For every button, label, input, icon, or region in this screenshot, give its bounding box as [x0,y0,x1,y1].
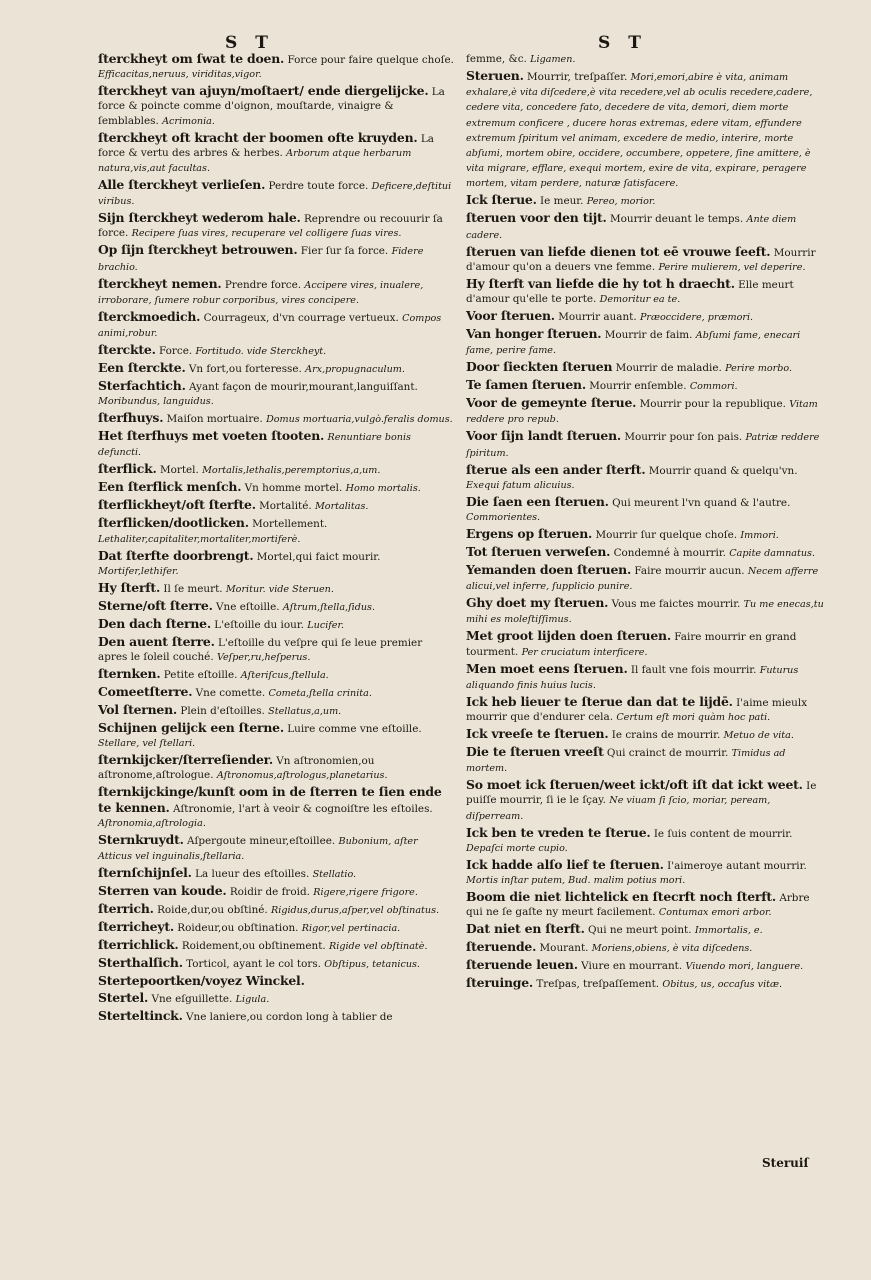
entry-headword: ſterckheyt van ajuyn/moſtaert/ ende diergelijcke. [98,83,429,99]
entry-headword: Sterren van koude. [98,883,227,899]
entry-french: Force pour faire quelque choſe. [287,54,454,66]
entry-headword: Boom die niet lichtelick en ſtecrft noch ſterft. [466,889,777,905]
entry-french: Force. [159,345,193,358]
dictionary-entry [98,243,454,274]
entry-latin: Obitus, us, occaſus vitæ. [662,979,783,991]
dictionary-entry [466,563,824,594]
entry-french: Roideur,ou obſtination. [177,922,299,935]
entry-headword: Ghy doet my ſteruen. [466,595,609,611]
entry-headword: ſterfhuys. [98,410,164,426]
entry-headword: Sterne/oft ſterre. [98,597,213,613]
dictionary-entry [466,662,824,693]
dictionary-entry [466,495,824,525]
dictionary-entry [466,360,824,376]
dictionary-entry [98,379,454,409]
entry-headword: ſterckheyt om ſwat te doen. [98,51,285,66]
entry-headword: Dat ſterfte doorbrengt. [98,547,254,563]
entry-french: Petite eſtoille. [163,669,238,682]
dictionary-entry [98,635,454,665]
entry-french: Ie crains de mourrir. [611,729,721,742]
entry-headword: ſterrichlick. [98,937,179,953]
dictionary-entry [466,69,824,192]
entry-french: Mourant. [539,942,589,955]
dictionary-entry [466,429,824,460]
dictionary-entry [98,667,454,683]
entry-latin: Fidere brachio. [98,246,424,273]
entry-headword: Comeetſterre. [98,684,193,700]
entry-headword: ſterckheyt oft kracht der boomen ofte kruyden. [98,129,418,145]
dictionary-entry [98,498,454,514]
entry-french: La force & vertu des arbres & herbes. [98,132,434,159]
entry-french: Roide,dur,ou obſtiné. [157,904,268,917]
dictionary-entry [98,685,454,701]
entry-headword: ſteruinge. [466,975,534,991]
entry-latin: Stellatio. [312,869,357,881]
dictionary-entry [98,131,454,177]
dictionary-entry [466,976,824,992]
entry-headword: ſterrich. [98,901,154,917]
entry-latin: Domus mortuaria,vulgò.feralis domus. [266,414,453,426]
entry-french: Vn aſtronomien,ou aſtronome,aſtrologue. [98,755,375,782]
entry-latin: Immortalis, e. [694,925,763,937]
entry-latin: Fortitudo. vide Sterckheyt. [195,346,327,358]
dictionary-entry [98,599,454,615]
entry-french: Il fault vne fois mourrir. [630,663,757,676]
entry-latin: Tu me enecas,tu mihi es moleſtiſſimus. [466,599,824,626]
entry-headword: Sternkruydt. [98,831,184,847]
entry-latin: Homo mortalis. [345,483,421,495]
entry-french: Ayant façon de mourir,mourant,languiſſant. [189,381,418,394]
entry-headword: Een ſterckte. [98,360,186,376]
entry-latin: Abſumi fame, enecari fame, perire fame. [466,330,801,357]
entry-latin: Aſtronomia,aſtrologia. [98,817,206,829]
entry-latin: Compos animi,robur. [98,312,442,340]
entry-french: Fier ſur ſa force. [300,245,389,258]
entry-headword: Voor ſteruen. [466,308,555,324]
dictionary-entry [466,277,824,307]
entry-latin: Patriæ reddere ſpiritum. [466,432,820,459]
dictionary-entry [466,211,824,242]
dictionary-entry [466,378,824,394]
entry-french: Vne laniere,ou cordon long à tablier de [186,1011,393,1024]
entry-headword: Ick vreeſe te ſteruen. [466,726,609,742]
dictionary-entry [98,721,454,751]
dictionary-entry [466,309,824,325]
dictionary-entry [98,52,454,82]
entry-french: Qui crainct de mourrir. [606,747,729,760]
entry-headword: Hy ſterft. [98,579,161,595]
dictionary-entry [466,890,824,920]
entry-french: Arbre qui ne ſe gaſte ny meurt facilement. [466,892,810,919]
dictionary-entry [98,866,454,882]
page-header-right: S T [598,33,647,53]
dictionary-entry [466,958,824,974]
entry-latin: Vitam reddere pro repub. [466,399,818,426]
entry-french: I'aime mieulx mourrir que d'endurer cela. [466,696,808,724]
dictionary-entry [466,245,824,275]
entry-french: Vous me faictes mourrir. [611,598,741,611]
entry-headword: Schijnen gelijck een ſterne. [98,720,284,736]
entry-latin: Immori. [740,530,779,542]
entry-french: Faire mourrir en grand tourment. [466,631,797,658]
entry-french: Condemné à mourrir. [613,547,726,560]
entry-headword: ſterckte. [98,342,156,358]
entry-french: Mourrir auant. [558,311,637,324]
entry-latin: Metuo de vita. [723,730,794,742]
entry-latin: Pereo, morior. [586,196,656,208]
entry-latin: Ante diem cadere. [466,214,797,241]
dictionary-entry [98,84,454,129]
entry-latin: Lucifer. [307,619,345,631]
entry-french: Ie puiſſe mourrir, ſi ie le ſçay. [466,780,817,807]
entry-latin: Commori. [689,381,738,393]
page-header-left: S T [225,33,274,53]
entry-french: Mortel,qui faict mourir. [256,550,381,563]
entry-headword: Het ſterfhuys met voeten ſtooten. [98,428,325,444]
entry-french: Plein d'eſtoilles. [180,705,265,718]
entry-french: Roidir de froid. [229,886,310,899]
entry-headword: Op ſijn ſterckheyt betrouwen. [98,242,298,258]
entry-headword: Een ſterflick menſch. [98,479,242,495]
dictionary-entry [466,858,824,888]
dictionary-entry [98,974,454,989]
dictionary-entry [98,938,454,954]
entry-headword: Ick hadde alſo lief te ſteruen. [466,856,664,872]
entry-latin: Moritur. vide Steruen. [225,583,334,595]
dictionary-entry [98,310,454,341]
entry-latin: Certum eſt mori quàm hoc pati. [616,712,771,724]
entry-latin: Cometa,ſtella crinita. [268,688,372,700]
entry-french: Mourrir pour la republique. [639,398,786,411]
entry-latin: Capite damnatus. [729,548,816,560]
entry-french: Qui meurent l'vn quand & l'autre. [612,496,791,509]
entry-headword: Sterthalſich. [98,955,183,971]
entry-french: Mortel. [159,464,199,477]
dictionary-entry [98,480,454,496]
entry-latin: Timidus ad mortem. [466,748,786,775]
entry-latin: Efficacitas,neruus, viriditas,vigor. [98,69,262,81]
dictionary-entry [466,596,824,627]
entry-latin: Ne viuam ſi ſcio, moriar, peream, diſperream. [466,795,771,822]
entry-latin: Obſtipus, tetanicus. [324,959,420,971]
entry-french: Mourrir de faim. [604,329,693,342]
dictionary-entry [98,884,454,900]
dictionary-entry [466,922,824,938]
entry-headword: Sterfachtich. [98,378,186,394]
entry-latin: Moriens,obiens, è vita diſcedens. [591,943,753,955]
entry-latin: Viuendo mori, languere. [685,961,804,973]
dictionary-entry [98,549,454,579]
entry-french: Vne comette. [195,687,266,700]
dictionary-entry [98,411,454,427]
dictionary-entry [466,52,824,67]
dictionary-entry [98,1009,454,1024]
entry-french: La lueur des eſtoilles. [195,868,310,881]
entry-french: Qui ne meurt point. [588,924,692,937]
dictionary-entry [466,745,824,776]
entry-headword: Dat niet en ſterft. [466,921,585,937]
entry-french: Elle meurt d'amour qu'elle te porte. [466,278,794,306]
dictionary-entry [98,703,454,719]
entry-latin: Arx,propugnaculum. [305,364,405,376]
entry-french: Faire mourrir aucun. [634,565,745,578]
entry-french: Aſtronomie, l'art à veoir & cognoiſtre les eſtoiles. [172,802,433,815]
dictionary-entry [98,617,454,633]
entry-latin: Acrimonia. [162,115,215,127]
entry-headword: Men moet eens ſteruen. [466,660,628,676]
dictionary-entry [466,193,824,209]
dictionary-entry [98,516,454,546]
left-column [98,52,454,1026]
entry-headword: ſteruen van liefde dienen tot eē vrouwe ſeeft. [466,243,771,259]
entry-latin: Depaſci morte cupio. [466,842,568,854]
entry-french: Mortellement. [252,518,328,531]
entry-headword: Tot ſteruen verweſen. [466,544,611,560]
dictionary-entry [466,629,824,659]
entry-latin: Mortifer,lethifer. [98,565,179,577]
right-column [466,52,824,994]
entry-headword: Ick heb lieuer te ſterue dan dat te lijdē. [466,693,733,709]
entry-headword: ſteruende. [466,939,537,955]
entry-french: Treſpas, treſpaſſement. [536,978,660,991]
entry-french: Prendre force. [224,278,302,291]
dictionary-entry [98,178,454,209]
entry-headword: ſternkijckinge/kunſt oom in de ſterren te ſien ende te kennen. [98,784,442,815]
dictionary-entry [466,463,824,493]
entry-french: Ie ſuis content de mourrir. [653,827,793,840]
dictionary-entry [98,902,454,918]
entry-headword: Hy ſterft van liefde die hy tot h draecht. [466,275,735,291]
dictionary-entry [98,785,454,831]
entry-french: Luire comme vne eſtoille. [287,723,422,736]
entry-french: Reprendre ou recouurir ſa force. [98,213,443,240]
entry-headword: Alle ſterckheyt verlieſen. [98,177,266,193]
entry-latin: Exequi fatum alicuius. [466,479,575,491]
entry-french: Mourrir enſemble. [589,380,687,393]
entry-french: Courrageux, d'vn courrage vertueux. [203,311,399,324]
dictionary-entry [98,581,454,597]
entry-headword: So moet ick ſteruen/weet ickt/oft iſt dat ickt weet. [466,777,803,793]
dictionary-entry [98,833,454,864]
dictionary-entry [98,462,454,478]
dictionary-entry [466,327,824,358]
entry-french: Aſpergoute mineur,eſtoillee. [187,834,336,847]
entry-latin: Necem afferre alicui,vel inferre, ſupplicio punire. [466,566,819,593]
entry-french: Perdre toute force. [268,180,369,193]
entry-headword: Voor ſijn landt ſteruen. [466,428,622,444]
entry-headword: Den auent ſterre. [98,633,215,649]
entry-french: L'eſtoille du iour. [214,618,304,631]
entry-french: Mourrir d'amour qu'on a deuers vne femme. [466,246,816,273]
entry-latin: Rigidus,durus,aſper,vel obſtinatus. [271,905,440,917]
entry-french: Mourrir pour ſon pais. [624,431,743,444]
dictionary-entry [98,429,454,460]
entry-latin: Perire morbo. [725,363,793,375]
dictionary-entry [466,545,824,561]
entry-headword: Yemanden doen ſteruen. [466,562,632,578]
entry-headword: ſterricheyt. [98,919,174,935]
dictionary-entry [466,727,824,743]
dictionary-entry [466,940,824,956]
entry-headword: Den dach ſterne. [98,615,211,631]
entry-french: Vn homme mortel. [244,482,343,495]
entry-latin: Mortis inſtar putem, Bud. malim potius mori. [466,875,686,887]
entry-french: Mortalité. [259,500,312,513]
entry-latin: Moribundus, languidus. [98,396,214,408]
entry-headword: ſterckheyt nemen. [98,275,222,291]
entry-french: Mourrir de maladie. [615,362,722,375]
entry-french: La force & poincte comme d'oignon, mouſtarde, vinaigre & ſemblables. [98,86,445,127]
entry-latin: Deficere,deſtitui viribus. [98,181,452,208]
entry-latin: Per cruciatum interficere. [521,646,648,658]
entry-french: Viure en mourrant. [581,960,683,973]
entry-french: Mourrir deuant le temps. [609,213,744,226]
entry-latin: Futurus aliquando finis huius lucis. [466,664,799,691]
entry-headword: ſterue als een ander ſterft. [466,461,646,477]
dictionary-entry [98,991,454,1007]
entry-latin: Rigor,vel pertinacia. [301,923,401,935]
dictionary-entry [466,396,824,427]
entry-latin: Mori,emori,abire è vita, animam exhalare,è vita diſcedere,è vita recedere,vel ab oculis recedere,cadere, cedere vita, concedere fato, decedere de vita, demori, diem morte extremum conficere , ducere horas extremas, edere vitam, effundere extremum ſpiritum vel animam, excedere de medio, interire, morte abſumi, mortem obire, occidere, occumbere, oppetere, ſine amittere, è vita migrare, efflare, exequi mortem, exire de vita, expirare, peragere mortem, vitam perdere, naturæ ſatisfacere. [466,72,813,190]
entry-latin: Renuntiare bonis defuncti. [98,432,411,459]
entry-headword: Sijn ſterckheyt wederom hale. [98,210,301,226]
entry-latin: Rigere,rigere frigore. [313,887,418,899]
entry-headword: ſternken. [98,666,161,682]
entry-headword: Vol ſternen. [98,702,178,718]
entry-headword: Ick ben te vreden te ſterue. [466,824,651,840]
dictionary-entry [466,695,824,725]
entry-headword: ſternſchijnſel. [98,865,192,881]
entry-latin: Stellatus,a,um. [268,706,342,718]
entry-latin: Mortalitas. [314,501,369,513]
entry-latin: Lethaliter,capitaliter,mortaliter,mortiferè. [98,533,301,545]
entry-headword: Die ſaen een ſteruen. [466,493,609,509]
entry-french: Torticol, ayant le col tors. [186,958,321,971]
entry-french: Il ſe meurt. [163,582,223,595]
entry-latin: Commorientes. [466,512,541,524]
entry-headword: Sterteltinck. [98,1008,183,1024]
dictionary-entry [98,956,454,972]
entry-latin: Præoccidere, præmori. [639,312,754,324]
entry-headword: ſteruende leuen. [466,957,578,973]
entry-french: Vne eſguillette. [151,993,233,1006]
dictionary-entry [466,527,824,543]
entry-latin: Accipere vires, inualere, irroborare, ſumere robur corporibus, vires concipere. [98,279,424,306]
entry-latin: Aſtrum,ſtella,ſidus. [282,601,376,613]
dictionary-entry [98,277,454,308]
entry-french: Mourrir ſur quelque choſe. [595,529,738,542]
entry-headword: Met groot lijden doen ſteruen. [466,628,671,644]
dictionary-entry [98,753,454,783]
entry-headword: Door ſieckten ſteruen [466,359,613,375]
entry-headword: Van honger ſteruen. [466,326,602,342]
entry-latin: Stellare, vel ſtellari. [98,738,196,750]
entry-latin: Aſteriſcus,ſtellula. [240,670,329,682]
entry-latin: Aſtronomus,aſtrologus,planetarius. [216,770,388,782]
entry-headword: Die te ſteruen vreeſt [466,744,604,760]
entry-headword: Steruen. [466,68,524,83]
entry-french: Roidement,ou obſtinement. [181,940,326,953]
entry-french: Mourrir, treſpaſſer. [527,71,628,83]
entry-headword: ſterflicken/dootlicken. [98,515,249,531]
dictionary-entry [466,826,824,856]
entry-headword: ſterckmoedich. [98,308,201,324]
entry-french: Mourrir quand & quelqu'vn. [648,464,798,477]
entry-headword: Te ſamen ſteruen. [466,377,586,393]
dictionary-entry [98,343,454,359]
entry-headword: Voor de gemeynte ſterue. [466,395,637,411]
dictionary-entry [98,920,454,936]
entry-french: Vne eſtoille. [216,600,280,613]
dictionary-entry [98,361,454,377]
entry-headword: ſterflickheyt/oft ſterfte. [98,497,256,513]
dictionary-entry [466,778,824,824]
entry-latin: Recipere ſuas vires, recuperare vel colligere ſuas vires. [131,228,402,240]
entry-headword: Stertel. [98,990,149,1006]
entry-french: Maiſon mortuaire. [166,413,263,426]
entry-headword: Ick ſterue. [466,192,537,208]
entry-headword: ſterflick. [98,461,157,477]
entry-headword: ſternkijcker/ſterreſiender. [98,752,273,768]
entry-latin: Arborum atque herbarum natura,vis,aut facultas. [98,147,412,175]
entry-french: Ie meur. [540,195,584,208]
entry-french: L'eſtoille du veſpre qui ſe leue premier apres le ſoleil couché. [98,636,423,664]
entry-latin: Perire mulierem, vel deperire. [658,261,806,273]
entry-latin: Contumax emori arbor. [658,907,772,919]
entry-french: Vn fort,ou forteresse. [188,363,302,376]
entry-latin: Rigide vel obſtinatè. [329,941,428,953]
entry-latin: Mortalis,lethalis,peremptorius,a,um. [202,465,381,477]
entry-latin: Ligamen. [530,54,576,65]
entry-headword: Ergens op ſteruen. [466,526,593,542]
entry-latin: Demoritur ea te. [599,294,681,306]
dictionary-entry [98,211,454,241]
catchword: Steruiſ [762,1156,809,1170]
entry-latin: Ligula. [235,994,270,1006]
entry-headword: ſteruen voor den tijt. [466,210,607,226]
entry-latin: Bubonium, aſter Atticus vel inguinalis,ſtellaria. [98,835,418,863]
entry-french: femme, &c. [466,53,527,65]
entry-headword: Stertepoortken/voyez Winckel. [98,973,305,989]
entry-latin: Veſper,ru,heſperus. [216,652,311,664]
entry-french: I'aimeroye autant mourrir. [667,859,807,872]
